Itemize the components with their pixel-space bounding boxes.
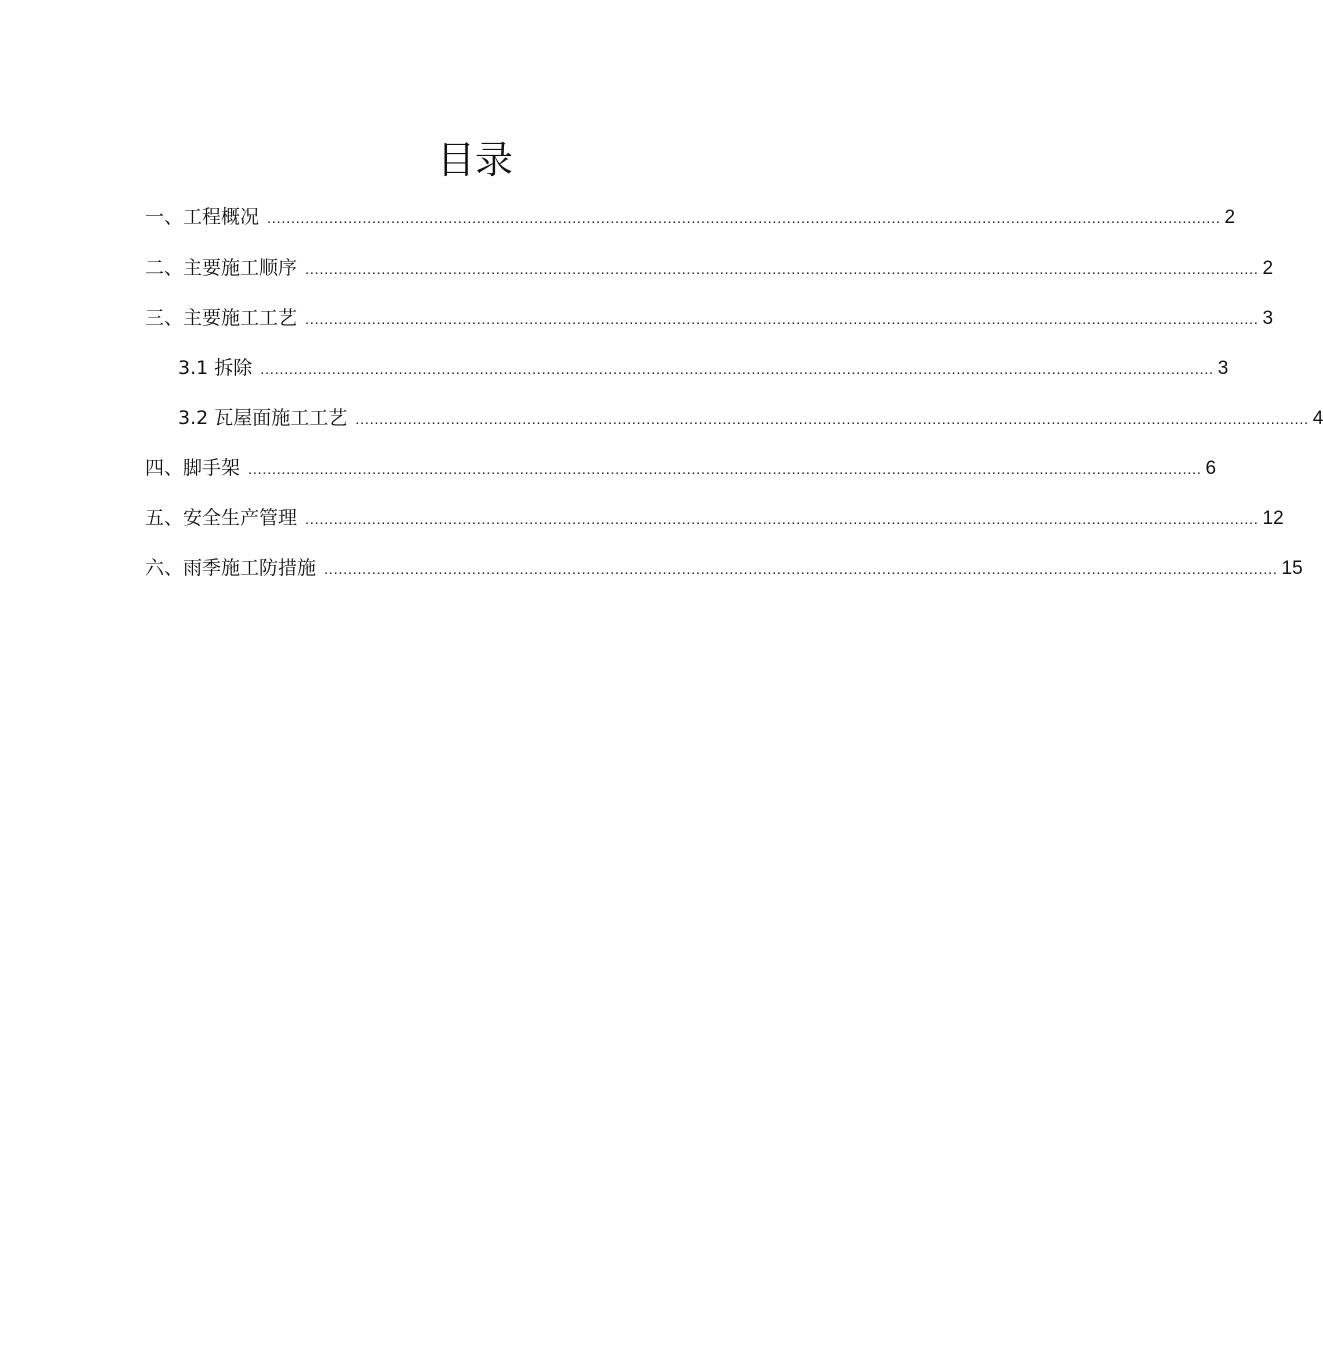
toc-entry[interactable] [178, 405, 1323, 431]
toc-entry[interactable] [145, 255, 1274, 281]
toc-entry-page: 3 [1217, 358, 1229, 379]
toc-entry-page: 3 [1262, 308, 1274, 329]
toc-entry-label: 六、雨季施工防措施 [145, 557, 317, 579]
toc-entry-page: 15 [1281, 558, 1303, 579]
page-title: 目录 [436, 138, 513, 182]
toc-entry[interactable] [178, 355, 1229, 381]
toc-leader-dots: ........................................................................................................................................................................................................ [305, 261, 1259, 278]
toc-leader-dots: ........................................................................................................................................................................................................ [324, 561, 1278, 578]
toc-entry-label: 3.1 拆除 [178, 357, 253, 379]
toc-entry[interactable] [145, 505, 1284, 531]
toc-entry-page: 12 [1262, 508, 1284, 529]
toc-entry-label: 3.2 瓦屋面施工工艺 [178, 407, 348, 429]
toc-leader-dots: ........................................................................................................................................................................................................ [260, 361, 1214, 378]
toc-entry-page: 2 [1224, 207, 1236, 228]
toc-entry-label: 五、安全生产管理 [145, 507, 298, 529]
toc-leader-dots: ........................................................................................................................................................................................................ [267, 210, 1221, 227]
toc-entry-page: 6 [1205, 458, 1217, 479]
toc-entry[interactable] [145, 455, 1217, 481]
toc-leader-dots: ........................................................................................................................................................................................................ [355, 411, 1309, 428]
toc-leader-dots: ........................................................................................................................................................................................................ [305, 311, 1259, 328]
toc-leader-dots: ........................................................................................................................................................................................................ [305, 511, 1259, 528]
toc-entry-label: 三、主要施工工艺 [145, 307, 298, 329]
toc-leader-dots: ........................................................................................................................................................................................................ [248, 461, 1202, 478]
toc-entry[interactable] [145, 555, 1303, 581]
toc-entry-page: 2 [1262, 258, 1274, 279]
toc-entry-label: 四、脚手架 [145, 457, 241, 479]
toc-entry-label: 一、工程概况 [145, 206, 260, 228]
toc-entry-label: 二、主要施工顺序 [145, 257, 298, 279]
toc-entry[interactable] [145, 204, 1236, 230]
toc-entry[interactable] [145, 305, 1274, 331]
toc-entry-page: 4 [1312, 408, 1323, 429]
